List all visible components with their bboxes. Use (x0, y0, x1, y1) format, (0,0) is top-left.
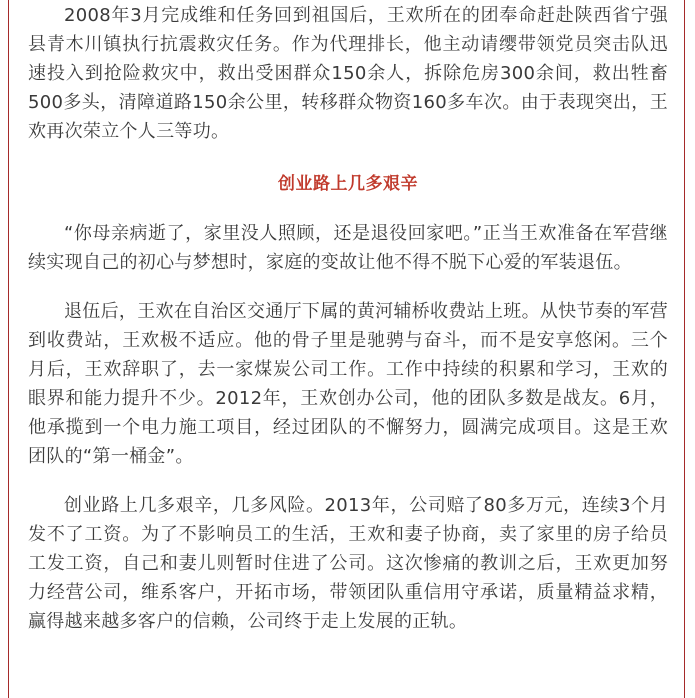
paragraph-discharge: “你母亲病逝了，家里没人照顾，还是退役回家吧。”正当王欢准备在军营继续实现自己的初心与梦想时，家庭的变故让他不得不脱下心爱的军装退伍。 (28, 223, 668, 273)
paragraph-hardships: 创业路上几多艰辛，几多风险。2013年，公司赔了80多万元，连续3个月发不了工资。为了不影响员工的生活，王欢和妻子协商，卖了家里的房子给员工发工资，自己和妻儿则暂时住进了公司。这次惨痛的教训之后，王欢更加努力经营公司，维系客户，开拓市场，带领团队重信用守承诺，质量精益求精，赢得越来越多客户的信赖，公司终于走上发展的正轨。 (28, 495, 668, 632)
paragraph-peacekeeping-return: 2008年3月完成维和任务回到祖国后，王欢所在的团奉命赶赴陕西省宁强县青木川镇执行抗震救灾任务。作为代理排长，他主动请缨带领党员突击队迅速投入到抢险救灾中，救出受困群众150余人，拆除危房300余间，救出牲畜500多头，清障道路150余公里，转移群众物资160多车次。由于表现突出，王欢再次荣立个人三等功。 (28, 5, 668, 142)
paragraph-after-discharge: 退伍后，王欢在自治区交通厅下属的黄河辅桥收费站上班。从快节奏的军营到收费站，王欢极不适应。他的骨子里是驰骋与奋斗，而不是安享悠闲。三个月后，王欢辞职了，去一家煤炭公司工作。工作中持续的积累和学习，王欢的眼界和能力提升不少。2012年，王欢创办公司，他的团队多数是战友。6月，他承揽到一个电力施工项目，经过团队的不懈努力，圆满完成项目。这是王欢团队的“第一桶金”。 (28, 301, 668, 467)
article-body (28, 0, 668, 636)
section-title: 创业路上几多艰辛 (278, 174, 418, 194)
